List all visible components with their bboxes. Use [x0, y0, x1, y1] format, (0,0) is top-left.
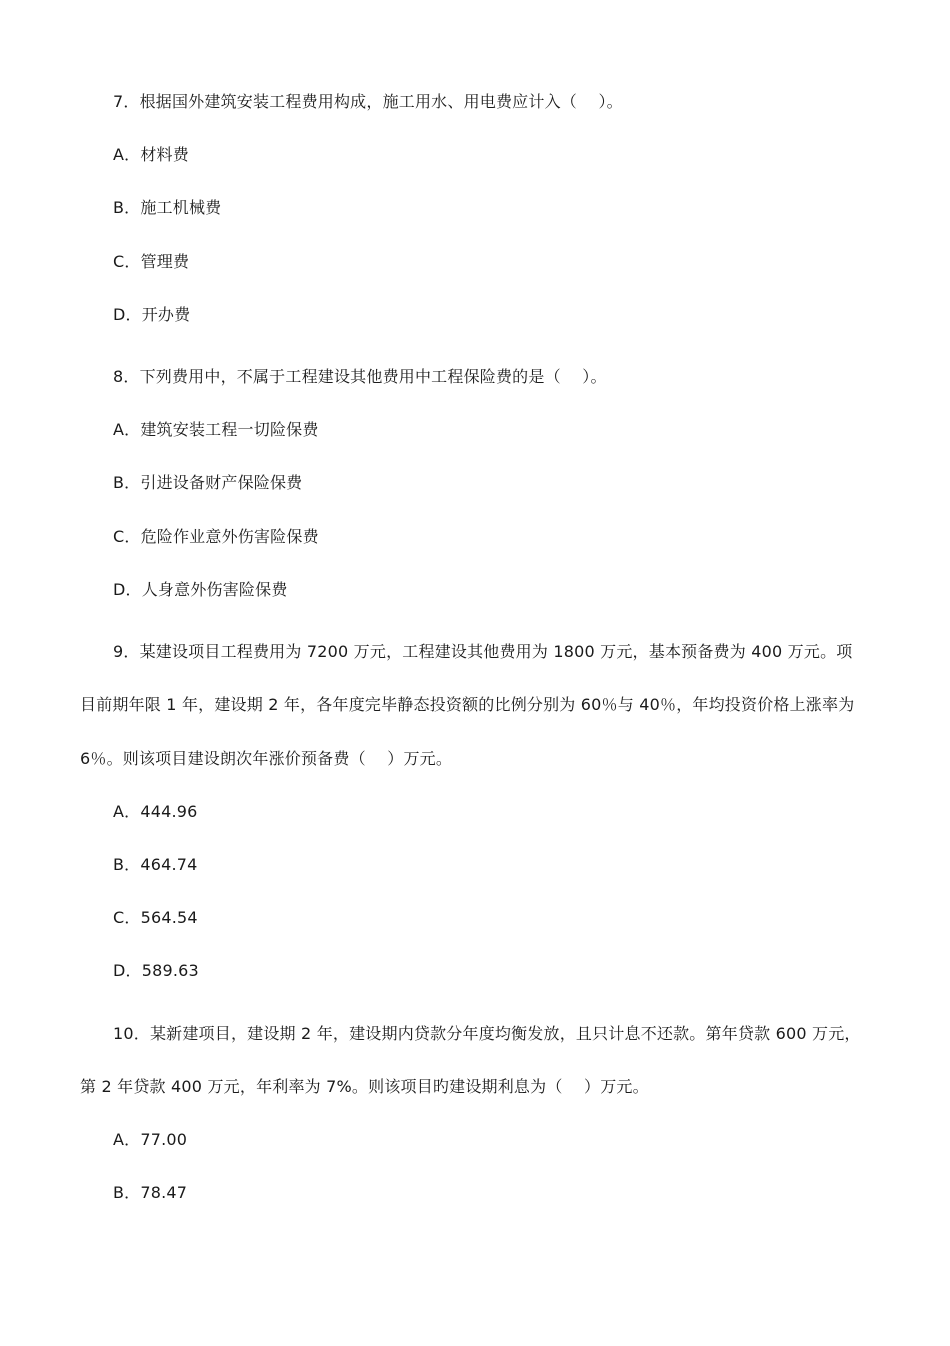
question-7-option-c: C．管理费	[113, 252, 190, 271]
question-8-option-d: D．人身意外伤害险保费	[113, 580, 288, 599]
question-10-option-a: A．77.00	[113, 1130, 188, 1149]
question-9-option-d: D．589.63	[113, 961, 199, 980]
question-10-text-line-2: 第 2 年贷款 400 万元，年利率为 7%。则该项目旳建设期利息为（ ）万元。	[80, 1077, 649, 1096]
question-9-text-line-1: 9．某建设项目工程费用为 7200 万元，工程建设其他费用为 1800 万元，基本预备费为 400 万元。项	[113, 642, 853, 661]
question-7-option-d: D．开办费	[113, 305, 191, 324]
question-8-option-b: B．引进设备财产保险保费	[113, 473, 303, 492]
question-10-text-line-1: 10．某新建项目，建设期 2 年，建设期内贷款分年度均衡发放，且只计息不还款。第年贷款 600 万元，	[113, 1024, 861, 1043]
question-7-option-b: B．施工机械费	[113, 198, 222, 217]
question-9-text-line-3: 6％。则该项目建设朗次年涨价预备费（ ）万元。	[80, 749, 453, 768]
question-7-option-a: A．材料费	[113, 145, 189, 164]
question-10-option-b: B．78.47	[113, 1183, 188, 1202]
question-9-option-b: B．464.74	[113, 855, 198, 874]
question-9-option-c: C．564.54	[113, 908, 198, 927]
question-8-option-c: C．危险作业意外伤害险保费	[113, 527, 319, 546]
question-8-option-a: A．建筑安装工程一切险保费	[113, 420, 319, 439]
question-9-option-a: A．444.96	[113, 802, 198, 821]
question-8-text: 8．下列费用中，不属于工程建设其他费用中工程保险费的是（ ）。	[113, 367, 607, 386]
question-7-text: 7．根据国外建筑安装工程费用构成，施工用水、用电费应计入（ ）。	[113, 92, 623, 111]
question-9-text-line-2: 目前期年限 1 年，建设期 2 年，各年度完毕静态投资额的比例分别为 60％与 40％，年均投资价格上涨率为	[80, 695, 855, 714]
